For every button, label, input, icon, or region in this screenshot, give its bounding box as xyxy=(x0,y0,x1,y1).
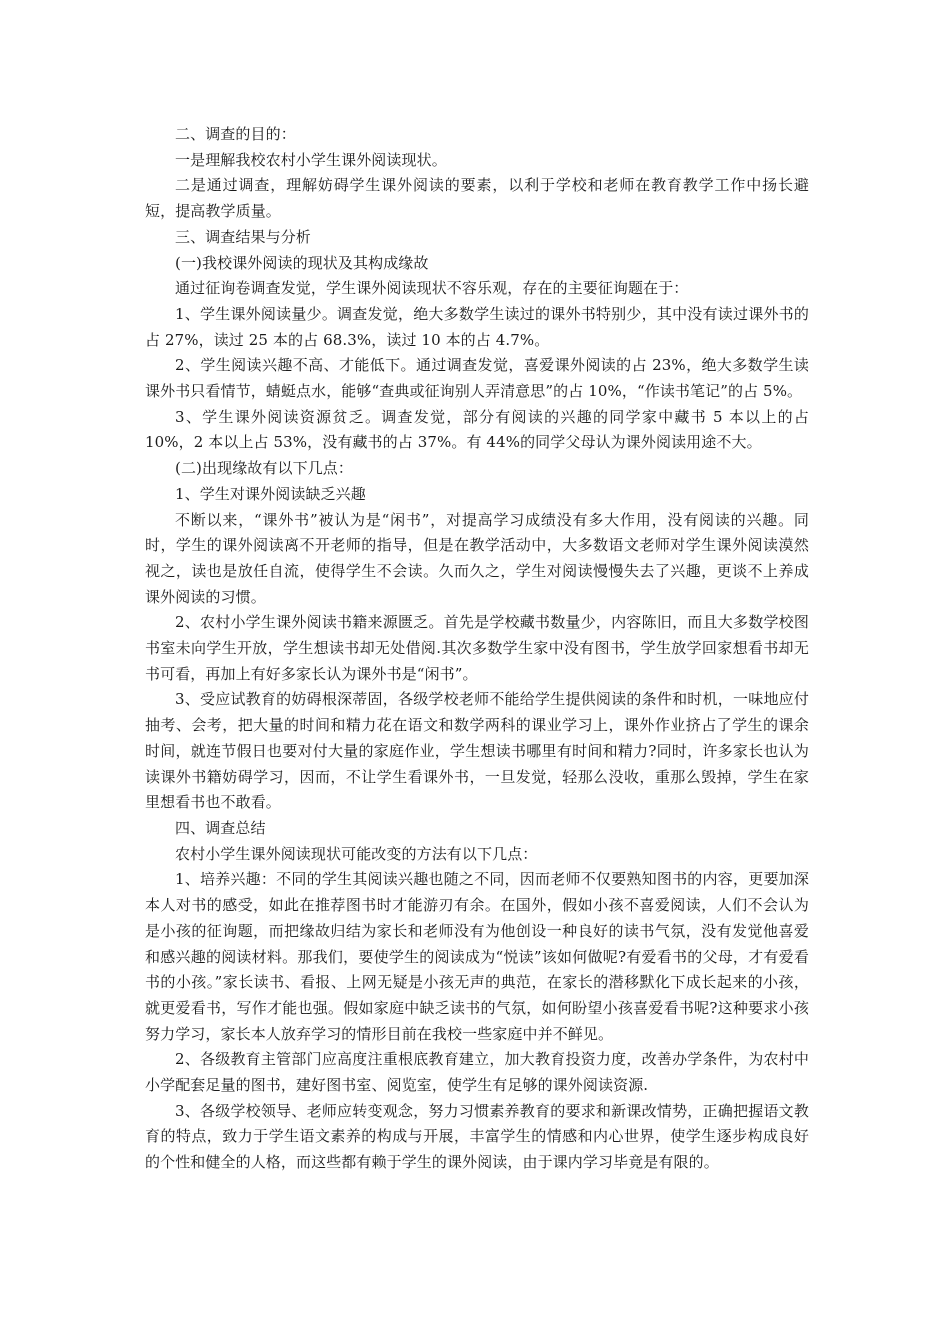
paragraph: 一是理解我校农村小学生课外阅读现状。 xyxy=(175,150,447,169)
paragraph: 3、各级学校领导、老师应转变观念，努力习惯素养教育的要求和新课改情势，正确把握语文教育的特点，致力于学生语文素养的构成与开展，丰富学生的情感和内心世界，使学生逐步构成良好的个性和健全的人格，而这些都有赖于学生的课外阅读，由于课内学习毕竟是有限的。 xyxy=(145,1101,809,1172)
heading-results: 三、调查结果与分析 xyxy=(175,227,311,246)
paragraph: 2、各级教育主管部门应高度注重根底教育建立，加大教育投资力度，改善办学条件，为农村中小学配套足量的图书，建好图书室、阅览室，使学生有足够的课外阅读资源. xyxy=(145,1050,809,1095)
paragraph: 2、农村小学生课外阅读书籍来源匮乏。首先是学校藏书数量少，内容陈旧，而且大多数学校图书室未向学生开放，学生想读书却无处借阅.其次多数学生家中没有图书，学生放学回家想看书却无书可看，再加上有好多家长认为课外书是“闲书”。 xyxy=(145,613,809,683)
paragraph: 3、受应试教育的妨碍根深蒂固，各级学校老师不能给学生提供阅读的条件和时机，一味地应付抽考、会考，把大量的时间和精力花在语文和数学两科的课业学习上，课外作业挤占了学生的课余时间，就连节假日也要对付大量的家庭作业，学生想读书哪里有时间和精力?同时，许多家长也认为读课外书籍妨碍学习，因而，不让学生看课外书，一旦发觉，轻那么没收，重那么毁掉，学生在家里想看书也不敢看。 xyxy=(145,690,809,812)
paragraph: 1、学生课外阅读量少。调查发觉，绝大多数学生读过的课外书特别少，其中没有读过课外书的占 27%，读过 25 本的占 68.3%，读过 10 本的占 4.7%。 xyxy=(145,304,809,349)
heading-summary: 四、调查总结 xyxy=(175,818,266,837)
paragraph: 通过征询卷调查发觉，学生课外阅读现状不容乐观，存在的主要征询题在于： xyxy=(175,279,689,298)
paragraph: 1、学生对课外阅读缺乏兴趣 xyxy=(175,484,366,503)
paragraph: 2、学生阅读兴趣不高、才能低下。通过调查发觉，喜爱课外阅读的占 23%，绝大多数学生读课外书只看情节，蜻蜓点水，能够“查典或征询别人弄清意思”的占 10%，“作读书笔记”的占 5%。 xyxy=(145,356,809,401)
heading-purpose: 二、调查的目的： xyxy=(175,125,296,143)
paragraph: 不断以来，“课外书”被认为是“闲书”，对提高学习成绩没有多大作用，没有阅读的兴趣。同时，学生的课外阅读离不开老师的指导，但是在教学活动中，大多数语文老师对学生课外阅读漠然视之，读也是放任自流，使得学生不会读。久而久之，学生对阅读慢慢失去了兴趣，更谈不上养成课外阅读的习惯。 xyxy=(145,510,809,606)
paragraph: 1、培养兴趣：不同的学生其阅读兴趣也随之不同，因而老师不仅要熟知图书的内容，更要加深本人对书的感受，如此在推荐图书时才能游刃有余。在国外，假如小孩不喜爱阅读，人们不会认为是小孩的征询题，而把缘故归结为家长和老师没有为他创设一种良好的读书气氛，没有发觉他喜爱和感兴趣的阅读材料。那我们，要使学生的阅读成为“悦读”该如何做呢?有爱看书的父母，才有爱看书的小孩。”家长读书、看报、上网无疑是小孩无声的典范，在家长的潜移默化下成长起来的小孩，就更爱看书，写作才能也强。假如家庭中缺乏读书的气氛，如何盼望小孩喜爱看书呢?这种要求小孩努力学习，家长本人放弃学习的情形目前在我校一些家庭中并不鲜见。 xyxy=(145,870,809,1043)
subheading-status: (一)我校课外阅读的现状及其构成缘故 xyxy=(175,253,429,272)
paragraph: 3、学生课外阅读资源贫乏。调查发觉，部分有阅读的兴趣的同学家中藏书 5 本以上的占 10%，2 本以上占 53%，没有藏书的占 37%。有 44%的同学父母认为课外阅读用途不大。 xyxy=(145,407,809,452)
paragraph: 农村小学生课外阅读现状可能改变的方法有以下几点： xyxy=(175,844,538,863)
paragraph: 二是通过调查，理解妨碍学生课外阅读的要素，以利于学校和老师在教育教学工作中扬长避短，提高教学质量。 xyxy=(145,176,809,221)
subheading-causes: (二)出现缘故有以下几点： xyxy=(175,459,354,478)
document-body xyxy=(145,122,809,1176)
